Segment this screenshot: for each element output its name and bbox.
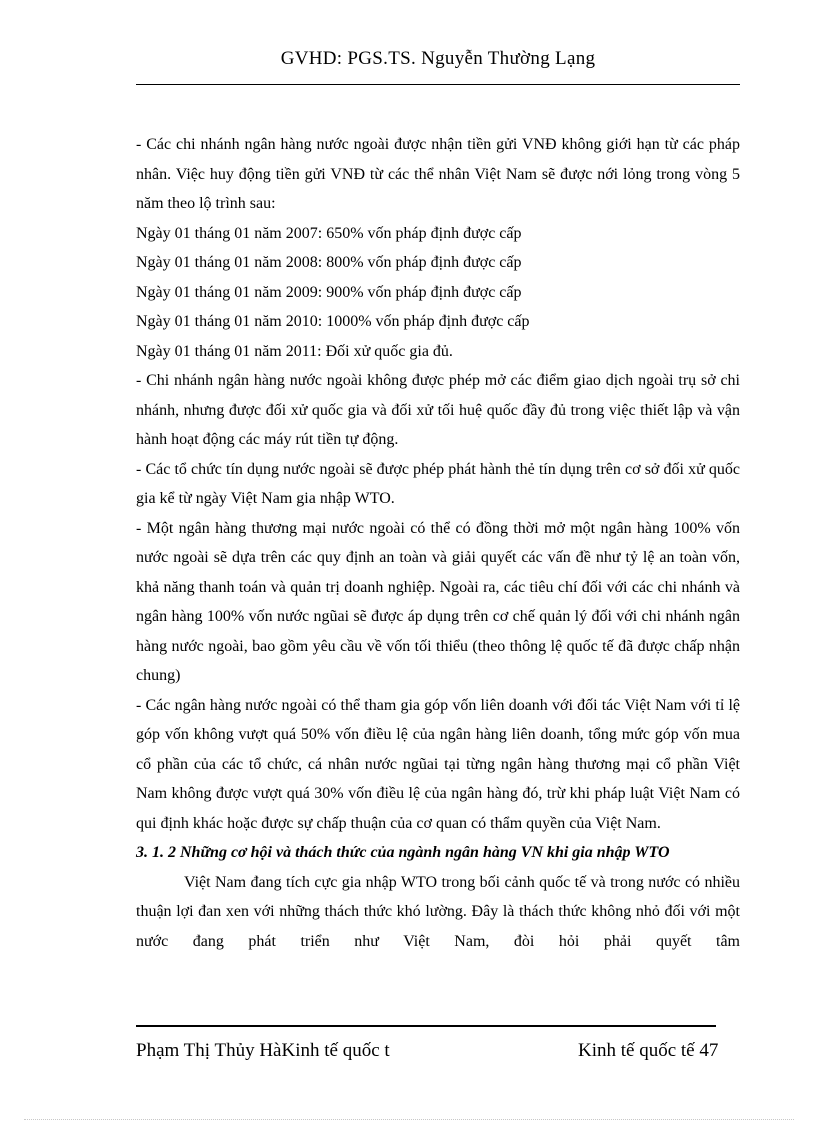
footer-divider	[136, 1025, 716, 1027]
footer-page-label: Kinh tế quốc tế 47	[578, 1040, 719, 1061]
page-edge-line	[24, 1119, 794, 1120]
footer-author: Phạm Thị Thủy HàKinh tế quốc t	[136, 1040, 390, 1061]
page-header: GVHD: PGS.TS. Nguyễn Thường Lạng	[280, 48, 596, 69]
schedule-2007: Ngày 01 tháng 01 năm 2007: 650% vốn pháp định được cấp	[136, 224, 522, 242]
schedule-2011: Ngày 01 tháng 01 năm 2011: Đối xử quốc gia đủ.	[136, 342, 453, 360]
schedule-2009: Ngày 01 tháng 01 năm 2009: 900% vốn pháp định được cấp	[136, 283, 522, 301]
document-body	[136, 130, 740, 956]
schedule-2008: Ngày 01 tháng 01 năm 2008: 800% vốn pháp định được cấp	[136, 254, 522, 271]
paragraph-credit-cards: - Các tổ chức tín dụng nước ngoài sẽ được phép phát hành thẻ tín dụng trên cơ sở đối xử quốc gia kể từ ngày Việt Nam gia nhập WTO.	[136, 460, 740, 507]
section-heading: 3. 1. 2 Những cơ hội và thách thức của ngành ngân hàng VN khi gia nhập WTO	[136, 844, 670, 861]
paragraph-deposit-branches: - Các chi nhánh ngân hàng nước ngoài được nhận tiền gửi VNĐ không giới hạn từ các pháp nhân. Việc huy động tiền gửi VNĐ từ các thể nhân Việt Nam sẽ được nới lỏng trong vòng 5 năm theo lộ trình sau:	[136, 136, 740, 212]
header-divider	[136, 84, 740, 85]
section-paragraph: Việt Nam đang tích cực gia nhập WTO trong bối cảnh quốc tế và trong nước có nhiều thuận lợi đan xen với những thách thức khó lường. Đây là thách thức không nhỏ đối với một nước đang phát triển như Việt Nam, đòi hỏi phải quyết tâm	[136, 873, 740, 950]
paragraph-foreign-bank-100: - Một ngân hàng thương mại nước ngoài có thể có đồng thời mở một ngân hàng 100% vốn nước ngoài sẽ dựa trên các quy định an toàn và giải quyết các vấn đề như tỷ lệ an toàn vốn, khả năng thanh toán và quản trị doanh nghiệp. Ngoài ra, các tiêu chí đối với các chi nhánh và ngân hàng 100% vốn nước ngũai sẽ được áp dụng trên cơ chế quản lý đối với chi nhánh ngân hàng nước ngoài, bao gồm yêu cầu về vốn tối thiểu (theo thông lệ quốc tế đã được chấp nhận chung)	[136, 519, 740, 684]
schedule-2010: Ngày 01 tháng 01 năm 2010: 1000% vốn pháp định được cấp	[136, 313, 530, 330]
paragraph-joint-venture: - Các ngân hàng nước ngoài có thể tham gia góp vốn liên doanh với đối tác Việt Nam với tỉ lệ góp vốn không vượt quá 50% vốn điều lệ của ngân hàng liên doanh, tổng mức góp vốn mua cổ phần của các tổ chức, cá nhân nước ngũai tại từng ngân hàng thương mại cổ phần Việt Nam không được vượt quá 30% vốn điều lệ của ngân hàng đó, trừ khi pháp luật Việt Nam có qui định khác hoặc được sự chấp thuận của cơ quan có thẩm quyền của Việt Nam.	[136, 696, 740, 832]
paragraph-atm-branches: - Chi nhánh ngân hàng nước ngoài không được phép mở các điểm giao dịch ngoài trụ sở chi nhánh, nhưng được đối xử quốc gia và đối xử tối huệ quốc đầy đủ trong việc thiết lập và vận hành hoạt động các máy rút tiền tự động.	[136, 372, 740, 448]
